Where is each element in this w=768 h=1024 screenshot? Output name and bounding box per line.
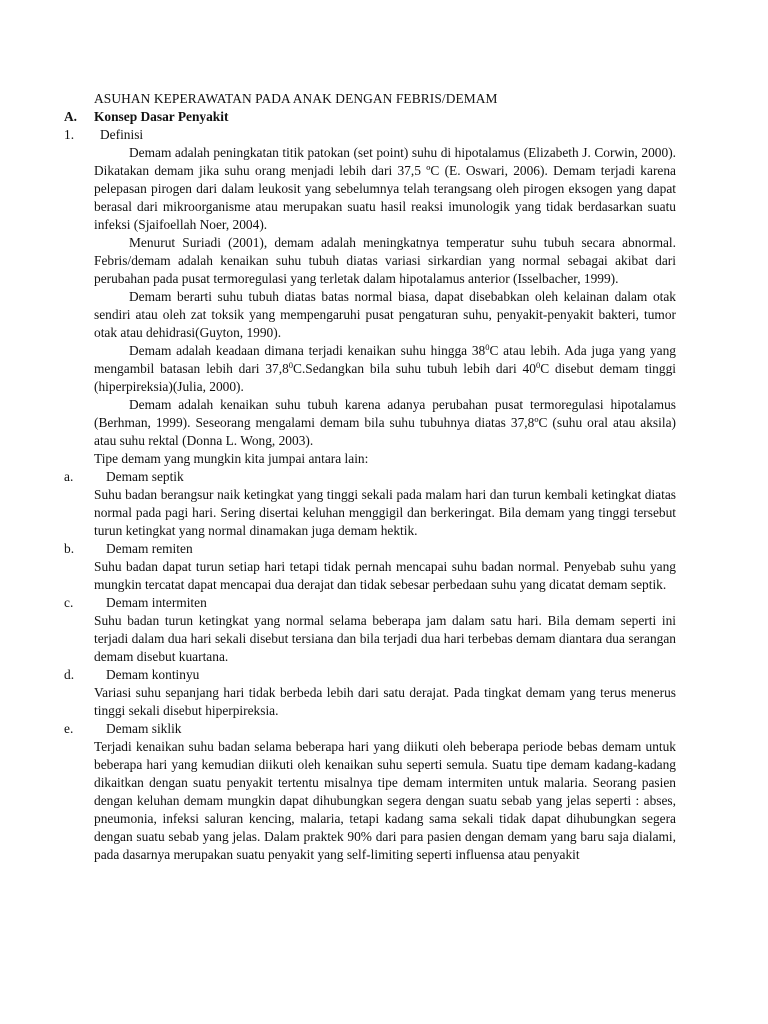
fever-type-b xyxy=(64,540,676,594)
fever-type-e xyxy=(64,720,676,864)
subsection-heading xyxy=(64,126,676,144)
paragraph-1: Demam adalah peningkatan titik patokan (set point) suhu di hipotalamus (Elizabeth J. Corwin, 2000). Dikatakan demam jika suhu orang menjadi lebih dari 37,5 ºC (E. Oswari, 2006). Demam terjadi karena pelepasan pirogen dari dalam leukosit yang sebelumnya telah terangsang oleh pirogen eksogen yang dapat berasal dari mikroorganisme atau merupakan suatu hasil reaksi imunologik yang tidak berdasarkan suatu infeksi (Sjaifoellah Noer, 2004). xyxy=(94,145,676,232)
paragraph-4-part-c: C.Sedangkan bila suhu tubuh lebih dari 40 xyxy=(293,361,536,376)
list-item xyxy=(64,540,676,558)
paragraph-4 xyxy=(94,342,676,396)
list-title: Demam intermiten xyxy=(106,595,207,610)
subsection-label: 1. xyxy=(64,127,75,142)
list-description: Suhu badan dapat turun setiap hari tetapi tidak pernah mencapai suhu badan normal. Penyebab suhu yang mungkin tercatat dapat mencapai dua derajat dan tidak sebesar perbedaan suhu yang dicatat demam septik. xyxy=(94,559,676,592)
list-label: d. xyxy=(64,667,75,682)
list-item xyxy=(64,666,676,684)
degree-superscript: 0 xyxy=(485,342,490,352)
section-title: Konsep Dasar Penyakit xyxy=(94,109,229,124)
fever-type-d xyxy=(64,666,676,720)
list-label: e. xyxy=(64,721,74,736)
list-title: Demam septik xyxy=(106,469,184,484)
list-label: a. xyxy=(64,469,74,484)
list-title: Demam remiten xyxy=(106,541,193,556)
list-description: Suhu badan turun ketingkat yang normal selama beberapa jam dalam satu hari. Bila demam seperti ini terjadi dalam dua hari sekali disebut tersiana dan bila terjadi dua hari terbebas demam diantara dua serangan demam disebut kuartana. xyxy=(94,613,676,664)
paragraph-4-part-b: C atau lebih. Ada juga yang yang mengambil batasan lebih dari 37,8 xyxy=(94,343,676,376)
list-item xyxy=(64,594,676,612)
list-description: Variasi suhu sepanjang hari tidak berbeda lebih dari satu derajat. Pada tingkat demam yang terus menerus tinggi sekali disebut hiperpireksia. xyxy=(94,685,676,718)
list-label: b. xyxy=(64,541,75,556)
paragraph-4-part-a: Demam adalah keadaan dimana terjadi kenaikan suhu hingga 38 xyxy=(129,343,486,358)
section-heading xyxy=(64,108,676,126)
section-label: A. xyxy=(64,109,78,124)
list-title: Demam kontinyu xyxy=(106,667,200,682)
paragraph-4-part-d: C disebut demam tinggi (hiperpireksia)(Julia, 2000). xyxy=(94,361,676,394)
paragraph-3: Demam berarti suhu tubuh diatas batas normal biasa, dapat disebabkan oleh kelainan dalam otak sendiri atau oleh zat toksik yang mempengaruhi pusat pengaturan suhu, penyakit-penyakit bakteri, tumor otak atau dehidrasi(Guyton, 1990). xyxy=(94,289,676,340)
types-intro: Tipe demam yang mungkin kita jumpai antara lain: xyxy=(94,451,369,466)
degree-superscript: 0 xyxy=(288,360,294,370)
subsection-title: Definisi xyxy=(100,127,144,142)
list-description: Suhu badan berangsur naik ketingkat yang tinggi sekali pada malam hari dan turun kembali ketingkat diatas normal pada pagi hari. Sering disertai keluhan menggigil dan berkeringat. Bila demam yang tinggi tersebut turun ketingkat yang normal dinamakan juga demam hektik. xyxy=(94,487,676,538)
list-title: Demam siklik xyxy=(106,721,182,736)
list-label: c. xyxy=(64,595,74,610)
fever-type-c xyxy=(64,594,676,666)
list-item xyxy=(64,720,676,738)
degree-superscript: 0 xyxy=(535,360,541,370)
document-title: ASUHAN KEPERAWATAN PADA ANAK DENGAN FEBRIS/DEMAM xyxy=(94,91,498,106)
list-description: Terjadi kenaikan suhu badan selama beberapa hari yang diikuti oleh beberapa periode bebas demam untuk beberapa hari yang kemudian diikuti oleh kenaikan suhu seperti semula. Suatu tipe demam kadang-kadang dikaitkan dengan suatu penyakit tertentu misalnya tipe demam intermiten untuk malaria. Seorang pasien dengan keluhan demam mungkin dapat dihubungkan segera dengan suatu sebab yang jelas seperti : abses, pneumonia, infeksi saluran kencing, malaria, tetapi kadang sama sekali tidak dapat dihubungkan segera dengan suatu sebab yang jelas. Dalam praktek 90% dari para pasien dengan demam yang baru saja dialami, pada dasarnya merupakan suatu penyakit yang self-limiting seperti influensa atau penyakit xyxy=(94,739,676,862)
paragraph-5: Demam adalah kenaikan suhu tubuh karena adanya perubahan pusat termoregulasi hipotalamus (Berhman, 1999). Seseorang mengalami demam bila suhu tubuhnya diatas 37,8ºC (suhu oral atau aksila) atau suhu rektal (Donna L. Wong, 2003). xyxy=(94,397,676,448)
list-item xyxy=(64,468,676,486)
fever-type-a xyxy=(64,468,676,540)
paragraph-2: Menurut Suriadi (2001), demam adalah meningkatnya temperatur suhu tubuh secara abnormal. Febris/demam adalah kenaikan suhu tubuh diatas variasi sirkardian yang normal sebagai akibat dari perubahan pada pusat termoregulasi yang terletak dalam hipotalamus anterior (Isselbacher, 1999). xyxy=(94,235,676,286)
